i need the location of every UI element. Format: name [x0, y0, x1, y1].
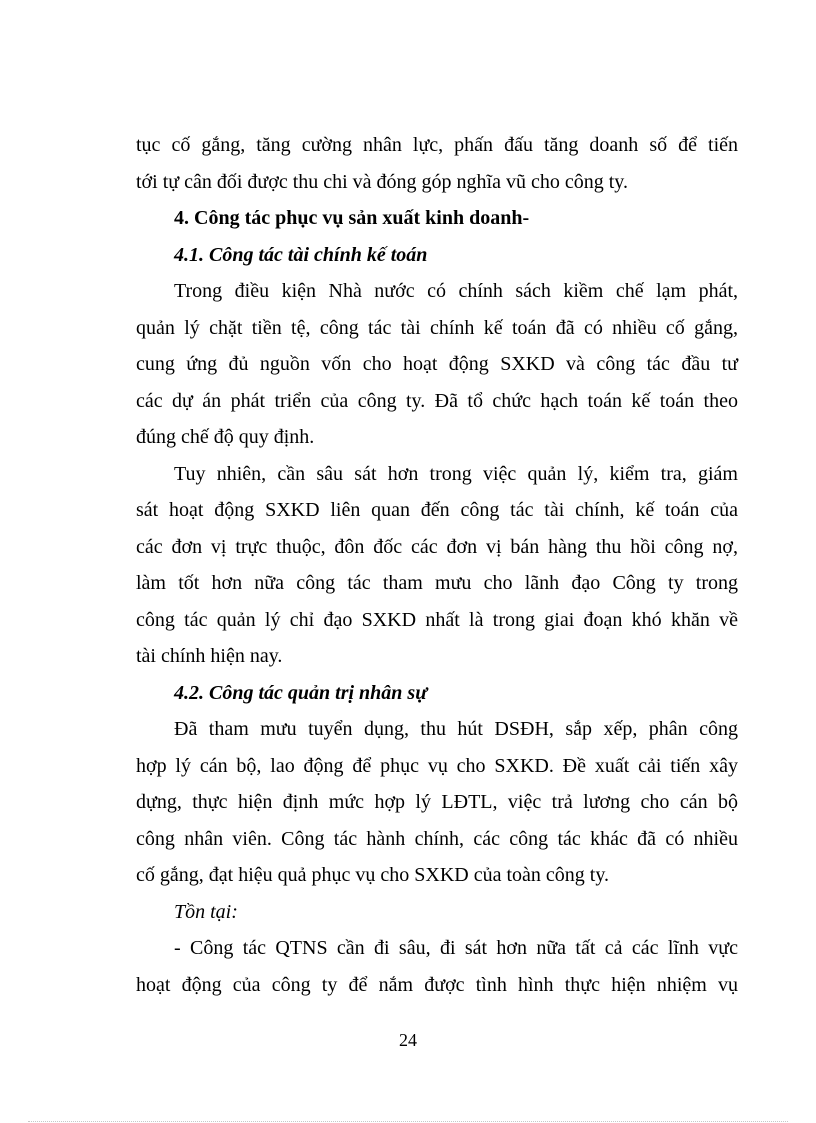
paragraph-line: đúng chế độ quy định.: [136, 426, 315, 448]
paragraph-line: quản lý chặt tiền tệ, công tác tài chính kế toán đã có nhiều cố gắng,: [136, 316, 738, 339]
subsection-heading: 4.1. Công tác tài chính kế toán: [174, 243, 428, 266]
paragraph-line: Tuy nhiên, cần sâu sát hơn trong việc quản lý, kiểm tra, giám: [174, 462, 738, 485]
paragraph-line: công nhân viên. Công tác hành chính, các công tác khác đã có nhiều: [136, 827, 738, 850]
list-item-line: hoạt động của công ty để nắm được tình hình thực hiện nhiệm vụ: [136, 973, 738, 996]
page-bottom-divider: [28, 1121, 788, 1122]
italic-subheading: Tồn tại:: [174, 900, 238, 923]
paragraph-line: Đã tham mưu tuyển dụng, thu hút DSĐH, sắp xếp, phân công: [174, 718, 738, 740]
paragraph-line: Trong điều kiện Nhà nước có chính sách kiềm chế lạm phát,: [174, 280, 738, 302]
paragraph-line: các đơn vị trực thuộc, đôn đốc các đơn vị bán hàng thu hồi công nợ,: [136, 535, 738, 558]
paragraph-line: các dự án phát triển của công ty. Đã tổ chức hạch toán kế toán theo: [136, 389, 738, 412]
paragraph-line: tài chính hiện nay.: [136, 645, 283, 667]
list-item-line: - Công tác QTNS cần đi sâu, đi sát hơn nữa tất cả các lĩnh vực: [174, 937, 738, 959]
paragraph-line: cung ứng đủ nguồn vốn cho hoạt động SXKD và công tác đầu tư: [136, 353, 738, 375]
paragraph-line: làm tốt hơn nữa công tác tham mưu cho lãnh đạo Công ty trong: [136, 572, 738, 594]
paragraph-line: hợp lý cán bộ, lao động để phục vụ cho SXKD. Đề xuất cải tiến xây: [136, 754, 738, 777]
page-number: 24: [399, 1030, 417, 1050]
paragraph-line: dựng, thực hiện định mức hợp lý LĐTL, việc trả lương cho cán bộ: [136, 791, 738, 813]
paragraph-line: tục cố gắng, tăng cường nhân lực, phấn đấu tăng doanh số để tiến: [136, 134, 738, 156]
paragraph-line: sát hoạt động SXKD liên quan đến công tác tài chính, kế toán của: [136, 499, 738, 521]
section-heading: 4. Công tác phục vụ sản xuất kinh doanh-: [174, 207, 530, 229]
paragraph-line: cố gắng, đạt hiệu quả phục vụ cho SXKD của toàn công ty.: [136, 864, 610, 886]
document-page: [136, 127, 738, 1003]
subsection-heading: 4.2. Công tác quản trị nhân sự: [174, 681, 428, 704]
paragraph-line: công tác quản lý chỉ đạo SXKD nhất là trong giai đoạn khó khăn về: [136, 608, 738, 631]
paragraph-line: tới tự cân đối được thu chi và đóng góp nghĩa vũ cho công ty.: [136, 170, 629, 193]
